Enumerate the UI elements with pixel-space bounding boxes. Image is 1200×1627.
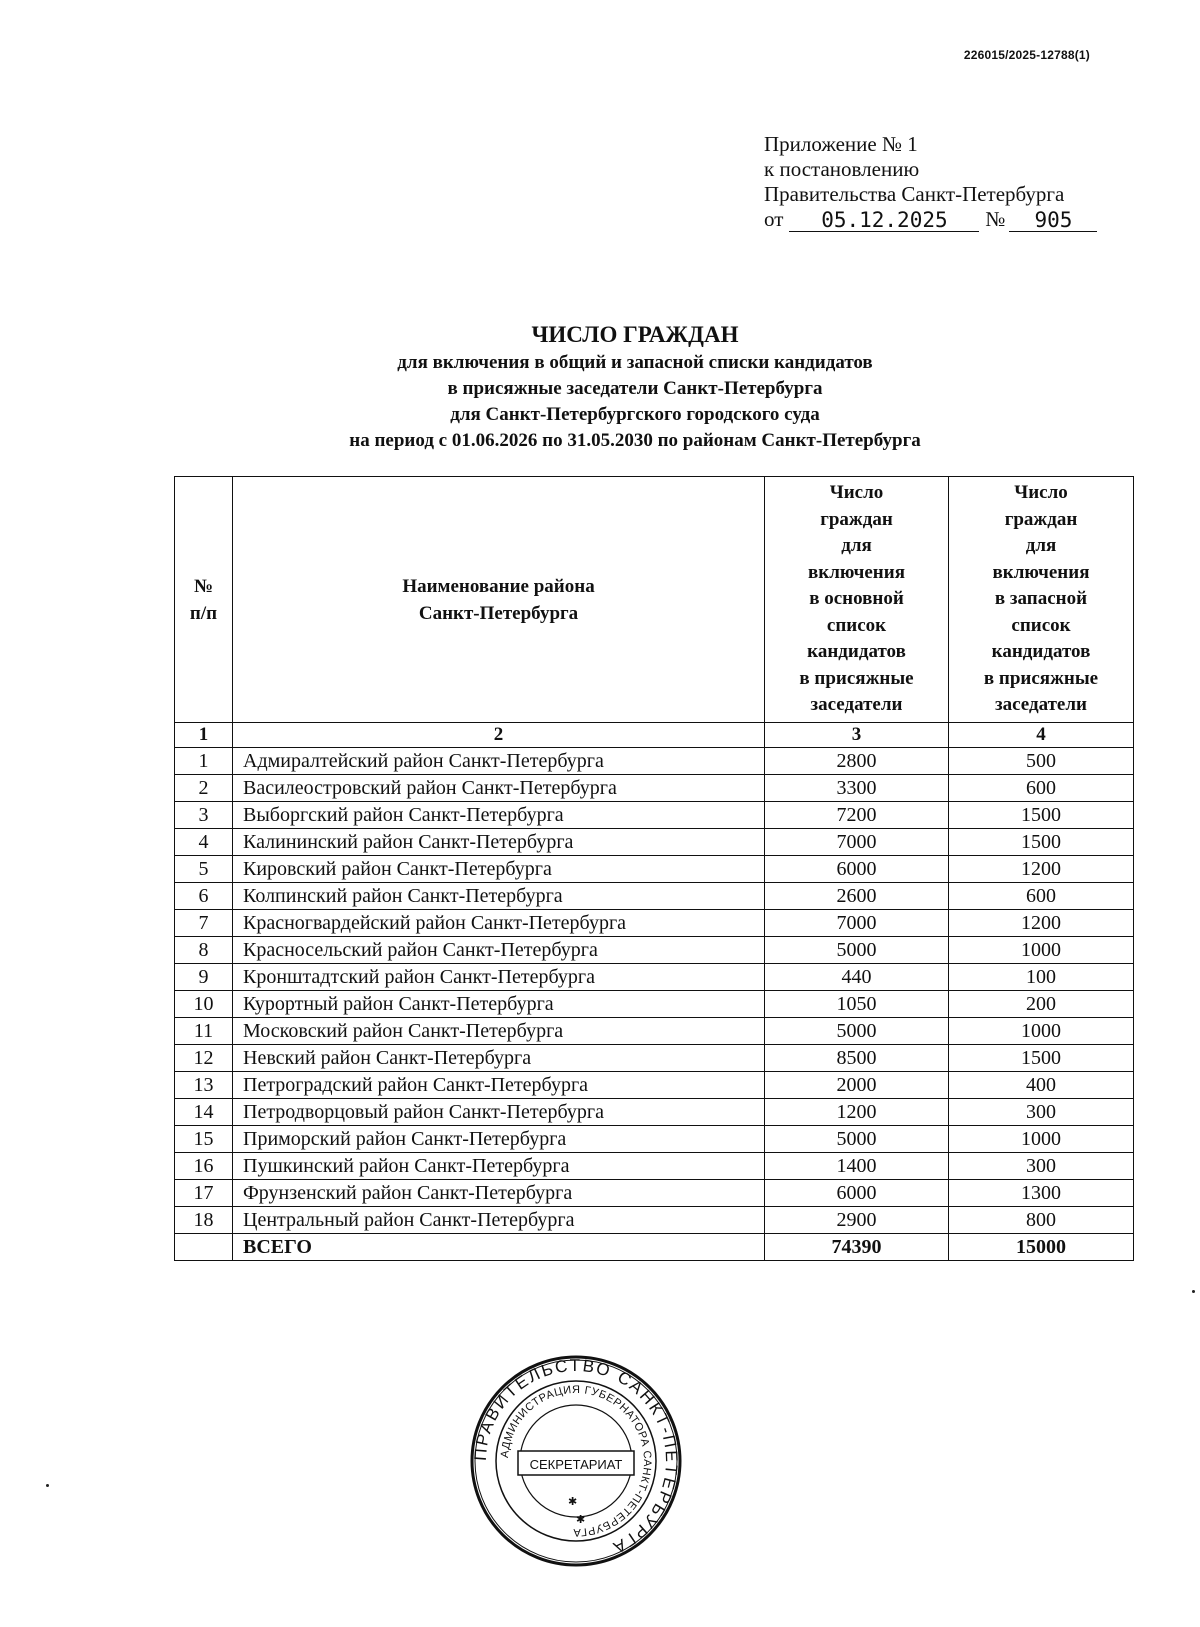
reserve-list-count: 1300 (949, 1180, 1134, 1207)
header-name-line-2: Санкт-Петербурга (418, 602, 579, 624)
header-main-line: список (826, 614, 887, 636)
header-reserve-line: заседатели (995, 694, 1087, 716)
column-number-1: 1 (175, 723, 233, 748)
header-reserve-line: список (1011, 614, 1071, 636)
row-number: 10 (175, 991, 233, 1018)
table-row (175, 1099, 1134, 1126)
header-reserve-line: граждан (1004, 508, 1078, 530)
header-reserve-line: в присяжные (983, 667, 1099, 689)
header-main-line: Число (829, 482, 884, 504)
district-name: Пушкинский район Санкт-Петербурга (233, 1153, 765, 1180)
district-name: Петродворцовый район Санкт-Петербурга (233, 1099, 765, 1126)
row-number: 16 (175, 1153, 233, 1180)
appendix-line-1: Приложение № 1 (764, 132, 918, 156)
scan-speck (46, 1484, 49, 1487)
header-main-line: граждан (820, 508, 893, 530)
row-number: 18 (175, 1207, 233, 1234)
header-main-list (765, 477, 949, 723)
reserve-list-count: 1500 (949, 1045, 1134, 1072)
reserve-list-count: 600 (949, 883, 1134, 910)
total-empty-cell (175, 1234, 233, 1261)
row-number: 6 (175, 883, 233, 910)
district-name: Адмиралтейский район Санкт-Петербурга (233, 748, 765, 775)
header-district-name (233, 477, 765, 723)
district-name: Выборгский район Санкт-Петербурга (233, 802, 765, 829)
header-reserve-list (949, 477, 1134, 723)
total-label: ВСЕГО (233, 1234, 765, 1261)
table-row (175, 883, 1134, 910)
main-list-count: 5000 (765, 937, 949, 964)
main-list-count: 2900 (765, 1207, 949, 1234)
reserve-list-count: 1000 (949, 937, 1134, 964)
header-number-line-2: п/п (189, 602, 218, 624)
total-reserve: 15000 (949, 1234, 1134, 1261)
row-number: 5 (175, 856, 233, 883)
table-row (175, 1207, 1134, 1234)
citizens-count-table (174, 476, 1134, 1261)
row-number: 4 (175, 829, 233, 856)
main-list-count: 1400 (765, 1153, 949, 1180)
column-number-2: 2 (233, 723, 765, 748)
decree-number: 905 (1009, 209, 1097, 232)
reserve-list-count: 300 (949, 1099, 1134, 1126)
column-number-3: 3 (765, 723, 949, 748)
seal-outer-text: ПРАВИТЕЛЬСТВО САНКТ-ПЕТЕРБУРГА (470, 1355, 682, 1558)
main-list-count: 7000 (765, 910, 949, 937)
district-name: Петроградский район Санкт-Петербурга (233, 1072, 765, 1099)
row-number: 13 (175, 1072, 233, 1099)
district-name: Красносельский район Санкт-Петербурга (233, 937, 765, 964)
appendix-line-3: Правительства Санкт-Петербурга (764, 182, 1065, 206)
header-main-line: для (841, 535, 872, 557)
header-number-line-1: № (193, 575, 214, 597)
district-name: Василеостровский район Санкт-Петербурга (233, 775, 765, 802)
header-reserve-line: в запасной (994, 588, 1088, 610)
district-name: Колпинский район Санкт-Петербурга (233, 883, 765, 910)
title-sub-3: для Санкт-Петербургского городского суда (450, 404, 820, 425)
reserve-list-count: 300 (949, 1153, 1134, 1180)
reserve-list-count: 1000 (949, 1126, 1134, 1153)
main-list-count: 5000 (765, 1018, 949, 1045)
decree-date: 05.12.2025 (789, 209, 979, 232)
main-list-count: 6000 (765, 856, 949, 883)
table-row (175, 748, 1134, 775)
main-list-count: 7000 (765, 829, 949, 856)
table-body (175, 748, 1134, 1234)
reserve-list-count: 100 (949, 964, 1134, 991)
district-name: Невский район Санкт-Петербурга (233, 1045, 765, 1072)
header-main-line: включения (808, 561, 905, 583)
header-reserve-line: Число (1014, 482, 1068, 504)
row-number: 11 (175, 1018, 233, 1045)
reserve-list-count: 400 (949, 1072, 1134, 1099)
row-number: 12 (175, 1045, 233, 1072)
header-reserve-line: кандидатов (991, 641, 1091, 663)
reserve-list-count: 500 (949, 748, 1134, 775)
district-name: Курортный район Санкт-Петербурга (233, 991, 765, 1018)
scan-speck (1192, 1290, 1195, 1293)
reserve-list-count: 800 (949, 1207, 1134, 1234)
row-number: 17 (175, 1180, 233, 1207)
main-list-count: 440 (765, 964, 949, 991)
district-name: Кировский район Санкт-Петербурга (233, 856, 765, 883)
main-list-count: 2000 (765, 1072, 949, 1099)
main-list-count: 6000 (765, 1180, 949, 1207)
date-prefix: от (764, 207, 784, 231)
total-main: 74390 (765, 1234, 949, 1261)
title-sub-2: в присяжные заседатели Санкт-Петербурга (447, 378, 823, 399)
title-sub-4: на период с 01.06.2026 по 31.05.2030 по районам Санкт-Петербурга (349, 430, 921, 451)
reserve-list-count: 1500 (949, 802, 1134, 829)
column-number-row (175, 723, 1134, 748)
table-row (175, 775, 1134, 802)
official-seal (468, 1353, 684, 1569)
document-title (0, 320, 1200, 454)
appendix-line-2: к постановлению (764, 157, 920, 181)
main-list-count: 1200 (765, 1099, 949, 1126)
table-row (175, 1126, 1134, 1153)
district-name: Приморский район Санкт-Петербурга (233, 1126, 765, 1153)
row-number: 7 (175, 910, 233, 937)
table-row (175, 802, 1134, 829)
main-list-count: 7200 (765, 802, 949, 829)
reserve-list-count: 1500 (949, 829, 1134, 856)
header-main-line: заседатели (810, 694, 903, 716)
header-number (175, 477, 233, 723)
main-list-count: 5000 (765, 1126, 949, 1153)
row-number: 3 (175, 802, 233, 829)
header-main-line: в основной (809, 588, 904, 610)
title-sub-1: для включения в общий и запасной списки кандидатов (397, 352, 873, 373)
table-row (175, 1045, 1134, 1072)
seal-star-icon: ✱ (568, 1495, 578, 1508)
row-number: 14 (175, 1099, 233, 1126)
seal-center-text: СЕКРЕТАРИАТ (529, 1457, 623, 1472)
district-name: Красногвардейский район Санкт-Петербурга (233, 910, 765, 937)
reserve-list-count: 200 (949, 991, 1134, 1018)
reserve-list-count: 1200 (949, 856, 1134, 883)
main-list-count: 1050 (765, 991, 949, 1018)
header-reserve-line: включения (992, 561, 1090, 583)
header-reserve-line: для (1025, 535, 1057, 557)
header-main-line: в присяжные (799, 667, 914, 689)
district-name: Московский район Санкт-Петербурга (233, 1018, 765, 1045)
reserve-list-count: 1000 (949, 1018, 1134, 1045)
number-prefix: № (985, 207, 1006, 231)
header-main-line: кандидатов (807, 641, 906, 663)
table-row (175, 1018, 1134, 1045)
table-row (175, 910, 1134, 937)
row-number: 15 (175, 1126, 233, 1153)
appendix-date-line (764, 207, 1097, 232)
table-row (175, 937, 1134, 964)
table-row (175, 1072, 1134, 1099)
document-registration-number: 226015/2025-12788(1) (963, 48, 1090, 62)
reserve-list-count: 1200 (949, 910, 1134, 937)
seal-inner-text: АДМИНИСТРАЦИЯ ГУБЕРНАТОРА САНКТ-ПЕТЕРБУРГА (498, 1383, 654, 1539)
district-name: Фрунзенский район Санкт-Петербурга (233, 1180, 765, 1207)
table-row (175, 991, 1134, 1018)
main-list-count: 2800 (765, 748, 949, 775)
district-name: Кронштадтский район Санкт-Петербурга (233, 964, 765, 991)
table-row (175, 1180, 1134, 1207)
reserve-list-count: 600 (949, 775, 1134, 802)
table-row (175, 964, 1134, 991)
row-number: 9 (175, 964, 233, 991)
table-row (175, 856, 1134, 883)
total-row (175, 1234, 1134, 1261)
main-list-count: 2600 (765, 883, 949, 910)
district-name: Центральный район Санкт-Петербурга (233, 1207, 765, 1234)
header-name-line-1: Наименование района (402, 575, 595, 597)
seal-star-icon: ✱ (576, 1513, 586, 1526)
table-row (175, 1153, 1134, 1180)
table-row (175, 829, 1134, 856)
row-number: 8 (175, 937, 233, 964)
district-name: Калининский район Санкт-Петербурга (233, 829, 765, 856)
row-number: 2 (175, 775, 233, 802)
table-header-row (175, 477, 1134, 723)
main-list-count: 3300 (765, 775, 949, 802)
row-number: 1 (175, 748, 233, 775)
main-list-count: 8500 (765, 1045, 949, 1072)
title-main: ЧИСЛО ГРАЖДАН (531, 322, 739, 347)
column-number-4: 4 (949, 723, 1134, 748)
appendix-block (764, 132, 1097, 232)
